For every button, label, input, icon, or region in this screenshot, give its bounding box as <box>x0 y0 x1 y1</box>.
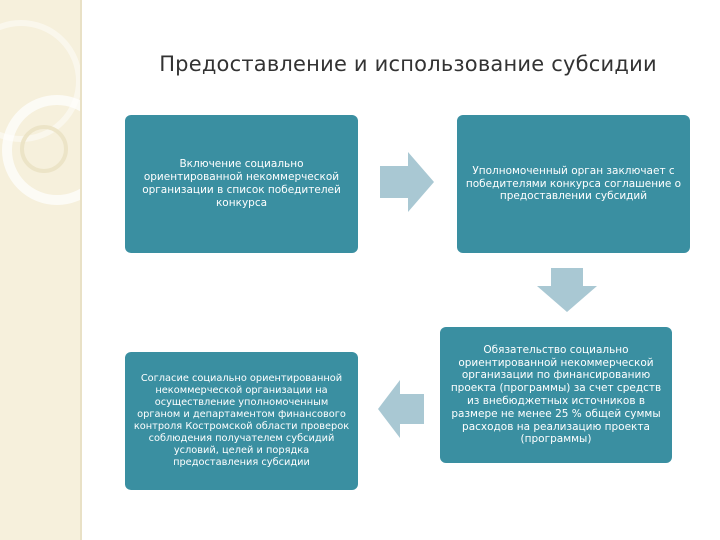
step-box-1 <box>125 115 358 253</box>
sidebar-divider <box>80 0 82 540</box>
slide-title: Предоставление и использование субсидии <box>159 52 657 76</box>
step-text-2: Уполномоченный орган заключает с победителями конкурса соглашение о предоставлении субсидий <box>465 164 682 203</box>
arrow-right-icon <box>380 152 434 212</box>
decorative-ring <box>20 125 68 173</box>
step-box-2 <box>457 115 690 253</box>
step-box-4 <box>125 352 358 490</box>
step-box-3 <box>440 327 672 463</box>
arrow-down-icon <box>537 268 597 312</box>
arrow-left-icon <box>378 380 424 438</box>
decorative-sidebar <box>0 0 80 540</box>
step-text-4: Согласие социально ориентированной некоммерческой организации на осуществление уполномоченным органом и департаментом финансового контроля Костромской области проверок соблюдения получателем субсидий условий, целей и порядка предоставления субсидии <box>133 373 350 468</box>
step-text-1: Включение социально ориентированной некоммерческой организации в список победителей конкурса <box>142 158 341 209</box>
step-text-3: Обязательство социально ориентированной некоммерческой организации по финансированию проекта (программы) за счет средств из внебюджетных источников в размере не менее 25 % общей суммы расходов на реализацию проекта (программы) <box>450 343 662 446</box>
